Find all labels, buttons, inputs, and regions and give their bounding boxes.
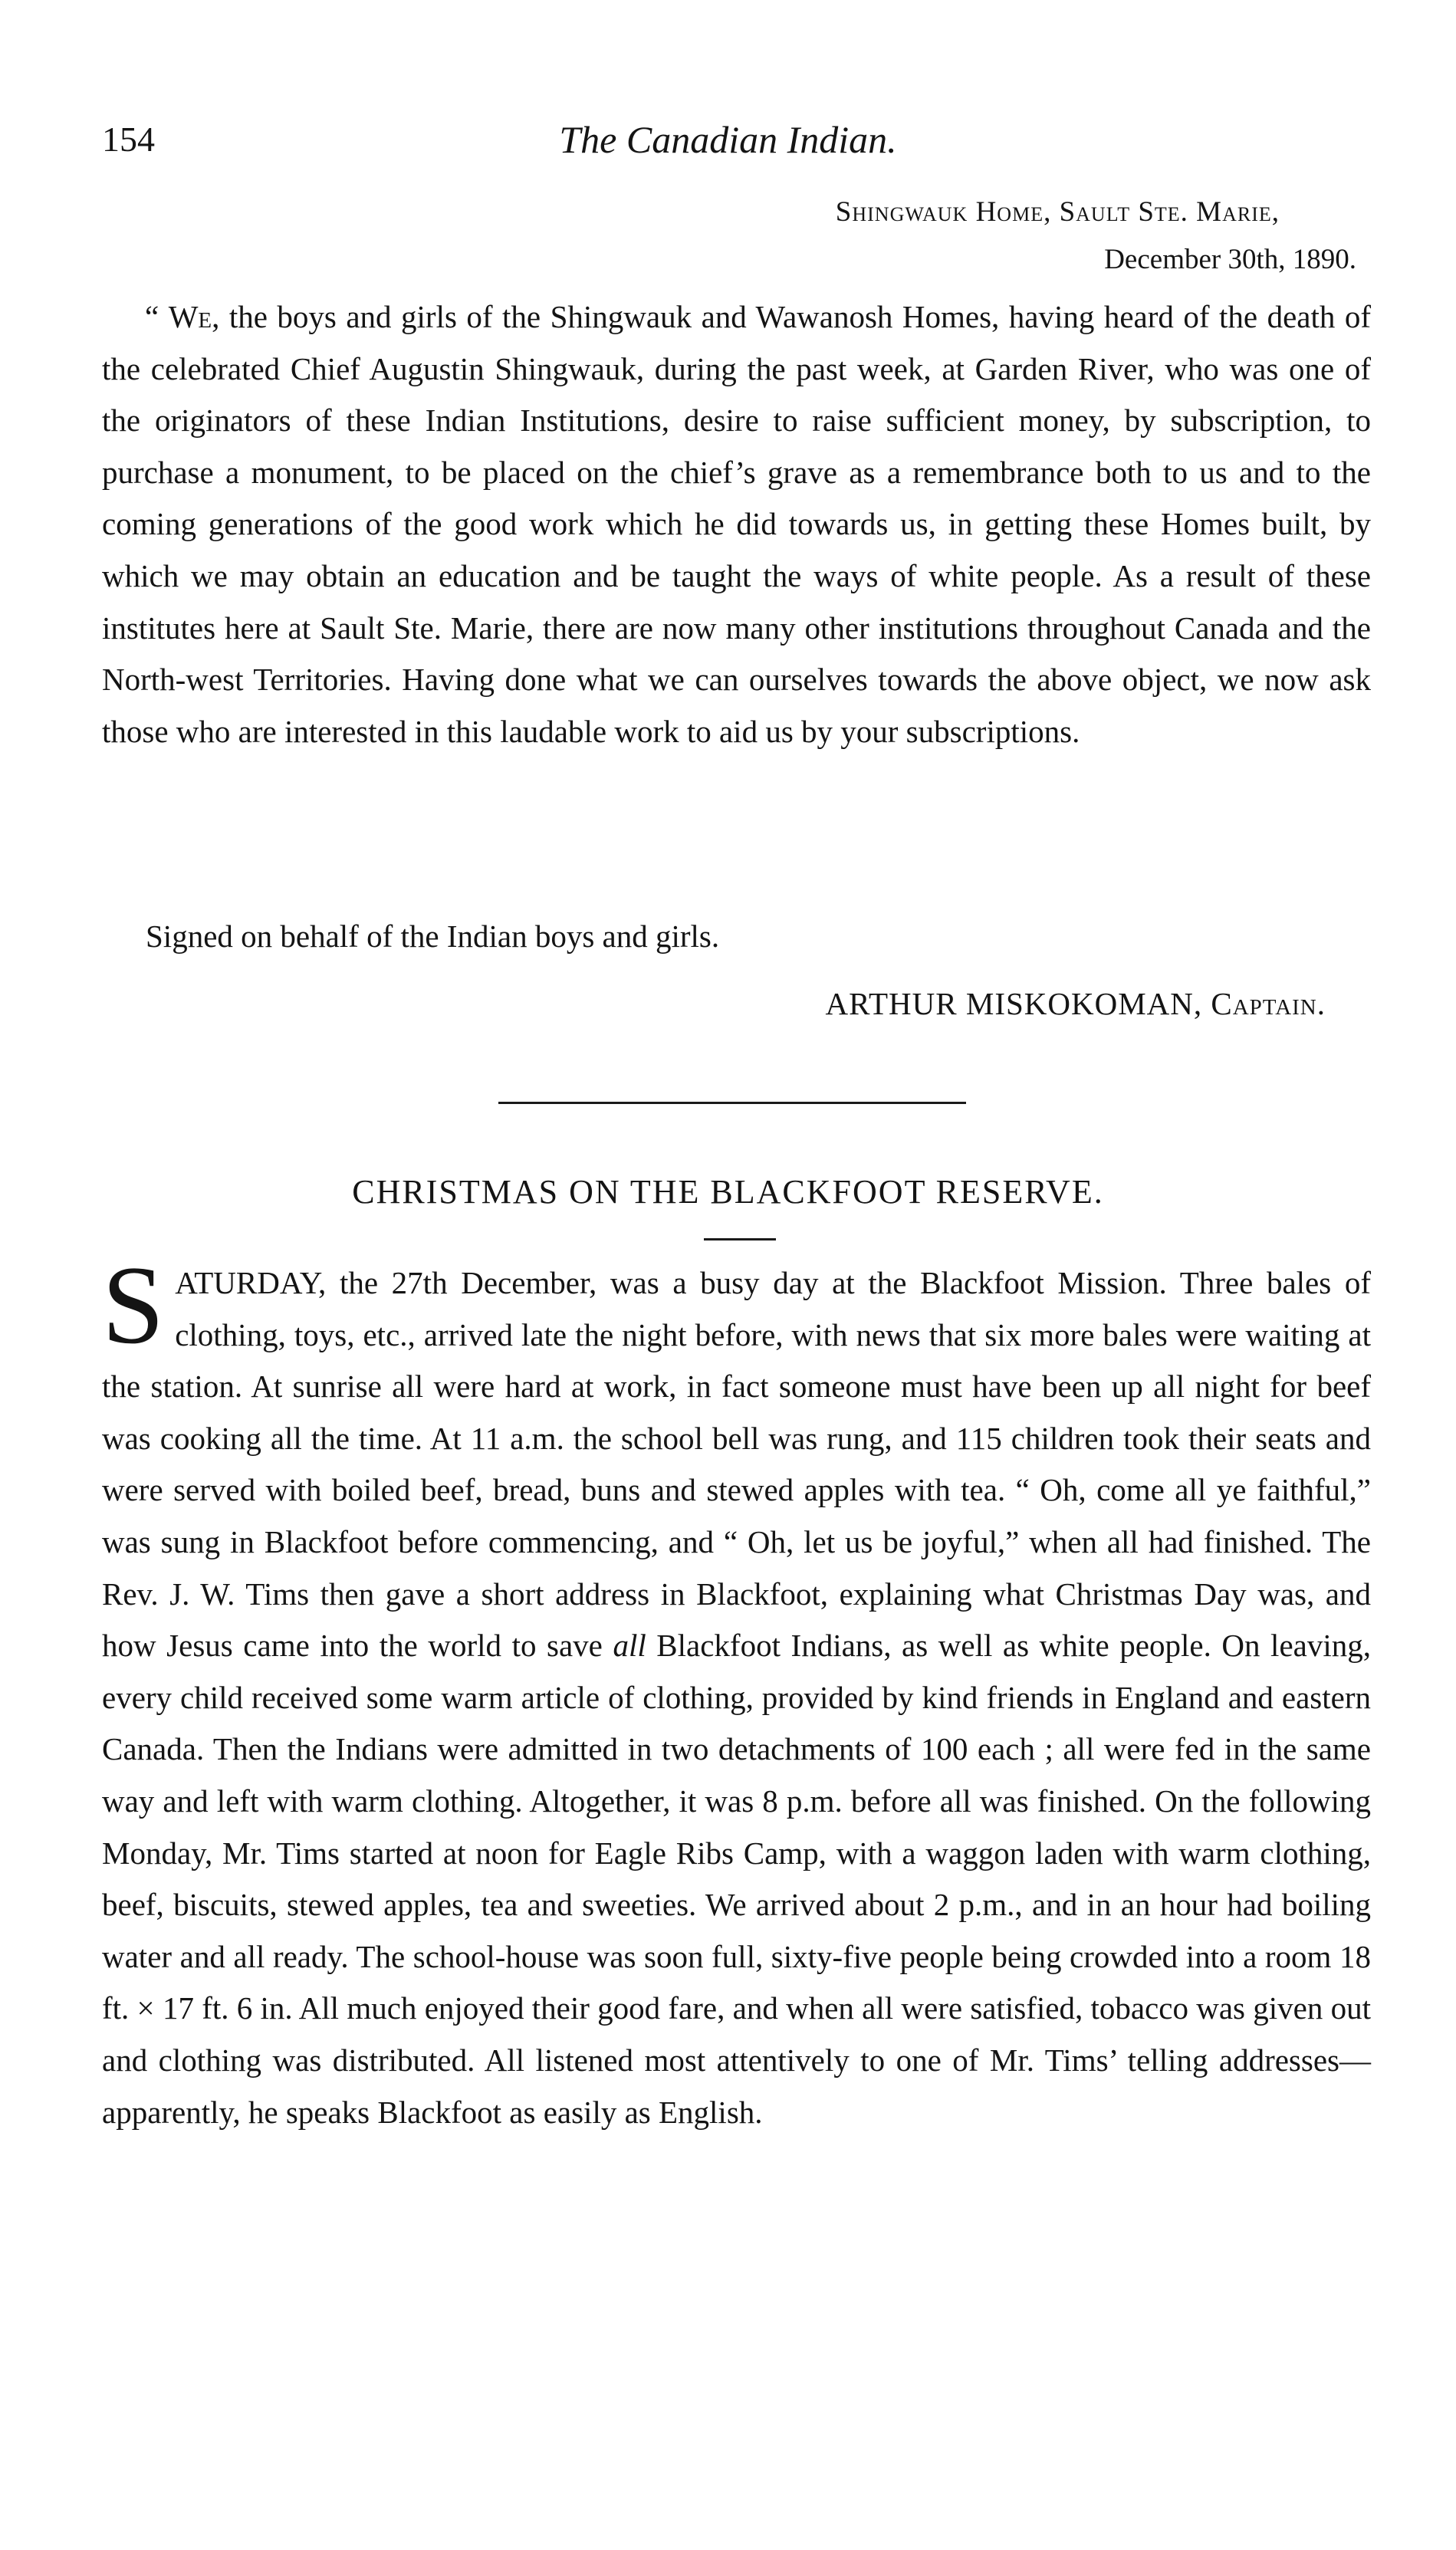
letter-signoff: Signed on behalf of the Indian boys and girls. (146, 918, 720, 954)
letter-date: December 30th, 1890. (1104, 244, 1356, 275)
letter-opening-word: We (168, 299, 212, 334)
signature-name: ARTHUR MISKOKOMAN, (825, 986, 1203, 1021)
section-divider (498, 1102, 966, 1104)
article-title: CHRISTMAS ON THE BLACKFOOT RESERVE. (352, 1173, 1104, 1211)
article-text-part-2: Blackfoot Indians, as well as white people. On leaving, every child received some warm article of clothing, provided by kind friends in England and eastern Canada. Then the Indians were admitted in two detachments of 100 each ; all were fed in the same way and left with warm clothing. Altogether, it was 8 p.m. before all was finished. On the following Monday, Mr. Tims started at noon for Eagle Ribs Camp, with a waggon laden with warm clothing, beef, biscuits, stewed apples, tea and sweeties. We arrived about 2 p.m., and in an hour had boiling water and all ready. The school-house was soon full, sixty-five people being crowded into a room 18 ft. × 17 ft. 6 in. All much enjoyed their good fare, and when all were satisfied, tobacco was given out and clothing was distributed. All listened most attentively to one of Mr. Tims’ telling addresses—apparently, he speaks Blackfoot as easily as English. (102, 1628, 1371, 2130)
letter-text: , the boys and girls of the Shingwauk and Wawanosh Homes, having heard of the death of the celebrated Chief Augustin Shingwauk, during the past week, at Garden River, who was one of the originators of these Indian Institutions, desire to raise sufficient money, by subscription, to purchase a monument, to be placed on the chief’s grave as a remembrance both to us and to the coming generations of the good work which he did towards us, in getting these Homes built, by which we may obtain an education and be taught the ways of white people. As a result of these institutes here at Sault Ste. Marie, there are now many other institutions throughout Canada and the North-west Territories. Having done what we can ourselves towards the above object, we now ask those who are interested in this laudable work to aid us by your subscriptions. (102, 299, 1371, 749)
opening-quote: “ (145, 299, 169, 334)
running-title: The Canadian Indian. (559, 118, 897, 161)
running-head (0, 109, 1456, 170)
drop-cap: S (102, 1243, 165, 1367)
page-number: 154 (102, 120, 155, 159)
article-italic-word: all (613, 1628, 646, 1664)
title-underline (704, 1238, 776, 1240)
letter-paragraph (102, 291, 1371, 757)
letter-body (102, 291, 1371, 757)
letter-place (836, 189, 1280, 236)
article-first-word: ATURDAY, (175, 1265, 327, 1300)
signature-title: Captain. (1211, 986, 1326, 1021)
article-body (102, 1243, 1371, 2138)
letter-place-text: Shingwauk Home, Sault Ste. Marie, (835, 196, 1280, 228)
article-text-part-1: the 27th December, was a busy day at the Blackfoot Mission. Three bales of clothing, toys, etc., arrived late the night before, with news that six more bales were waiting at the station. At sunrise all were hard at work, in fact someone must have been up all night for beef was cooking all the time. At 11 a.m. the school bell was rung, and 115 children took their seats and were served with boiled beef, bread, buns and stewed apples with tea. “ Oh, come all ye faithful,” was sung in Blackfoot before commencing, and “ Oh, let us be joyful,” when all had finished. The Rev. J. W. Tims then gave a short address in Blackfoot, explaining what Christmas Day was, and how Jesus came into the world to save (102, 1265, 1371, 1664)
letter-signature (826, 978, 1326, 1030)
article-paragraph (102, 1243, 1371, 2138)
